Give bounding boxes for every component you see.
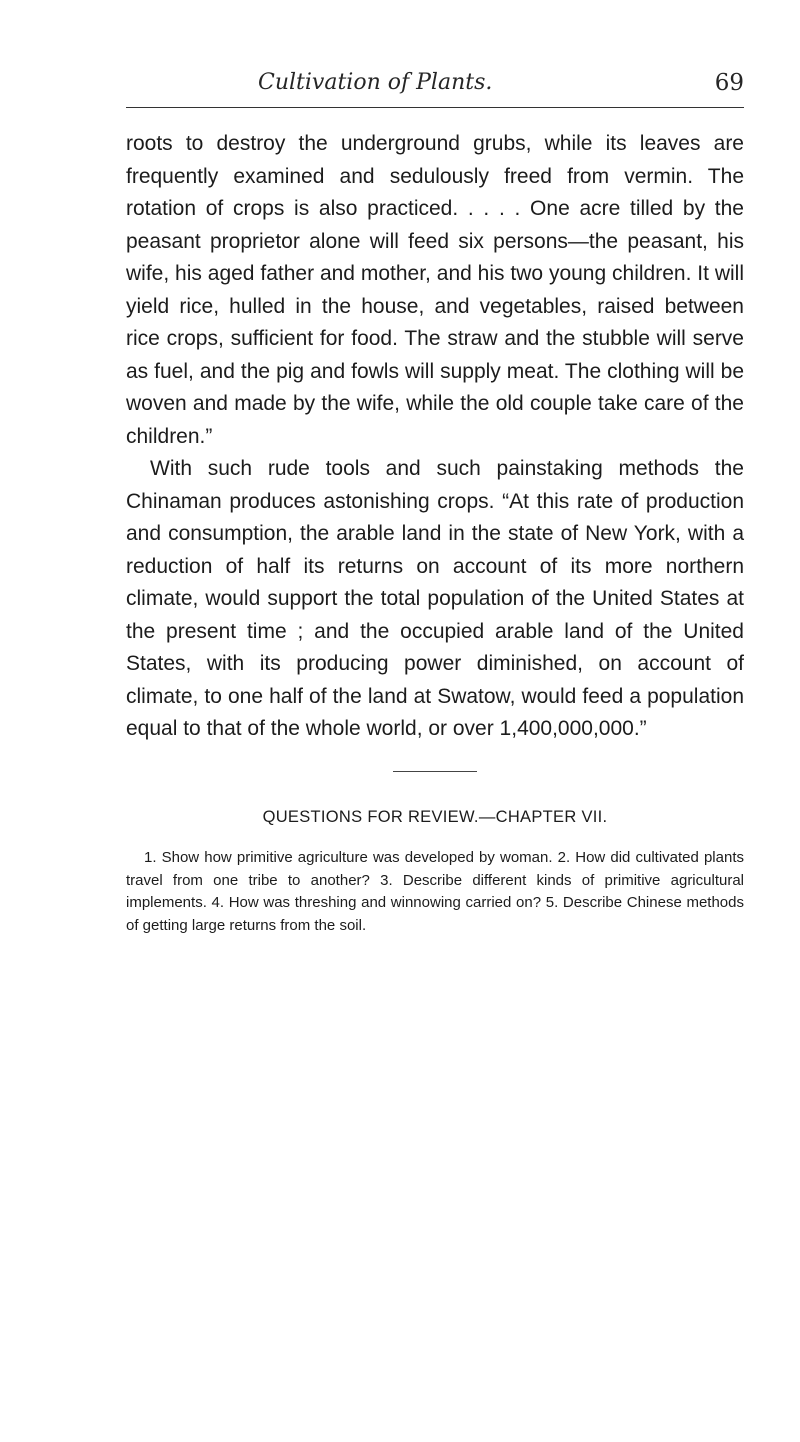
paragraph: roots to destroy the underground grubs, while its leaves are frequently examined and sedulously freed from vermin. The rotation of crops is also practiced. . . . . One acre tilled by the peasant proprietor alone will feed six persons—the peasant, his wife, his aged father and mother, and his two young children. It will yield rice, hulled in the house, and vegetables, raised between rice crops, sufficient for food. The straw and the stubble will serve as fuel, and the pig and fowls will supply meat. The clothing will be woven and made by the wife, while the old couple take care of the children.” — [126, 132, 744, 448]
header-rule — [126, 107, 744, 108]
page-number: 69 — [714, 70, 744, 96]
questions-heading: QUESTIONS FOR REVIEW.—CHAPTER VII. — [262, 808, 608, 826]
questions-text: 1. Show how primitive agriculture was developed by woman. 2. How did cultivated plants travel from one tribe to another? 3. Describe different kinds of primitive agricultural implements. 4. How was threshing and winnowing carried on? 5. Describe Chinese methods of getting large returns from the soil. — [126, 849, 744, 934]
paragraph: With such rude tools and such painstaking methods the Chinaman produces astonishing crops. “At this rate of production and consumption, the arable land in the state of New York, with a reduction of half its returns on account of its more northern climate, would support the total population of the United States at the present time ; and the occupied arable land of the United States, with its producing power diminished, on account of climate, to one half of the land at Swatow, would feed a population equal to that of the whole world, or over 1,400,000,000.” — [126, 457, 744, 740]
running-head-title: Cultivation of Plants. — [258, 70, 493, 95]
section-divider — [393, 771, 477, 772]
body-text — [126, 128, 744, 746]
running-head — [258, 68, 758, 104]
